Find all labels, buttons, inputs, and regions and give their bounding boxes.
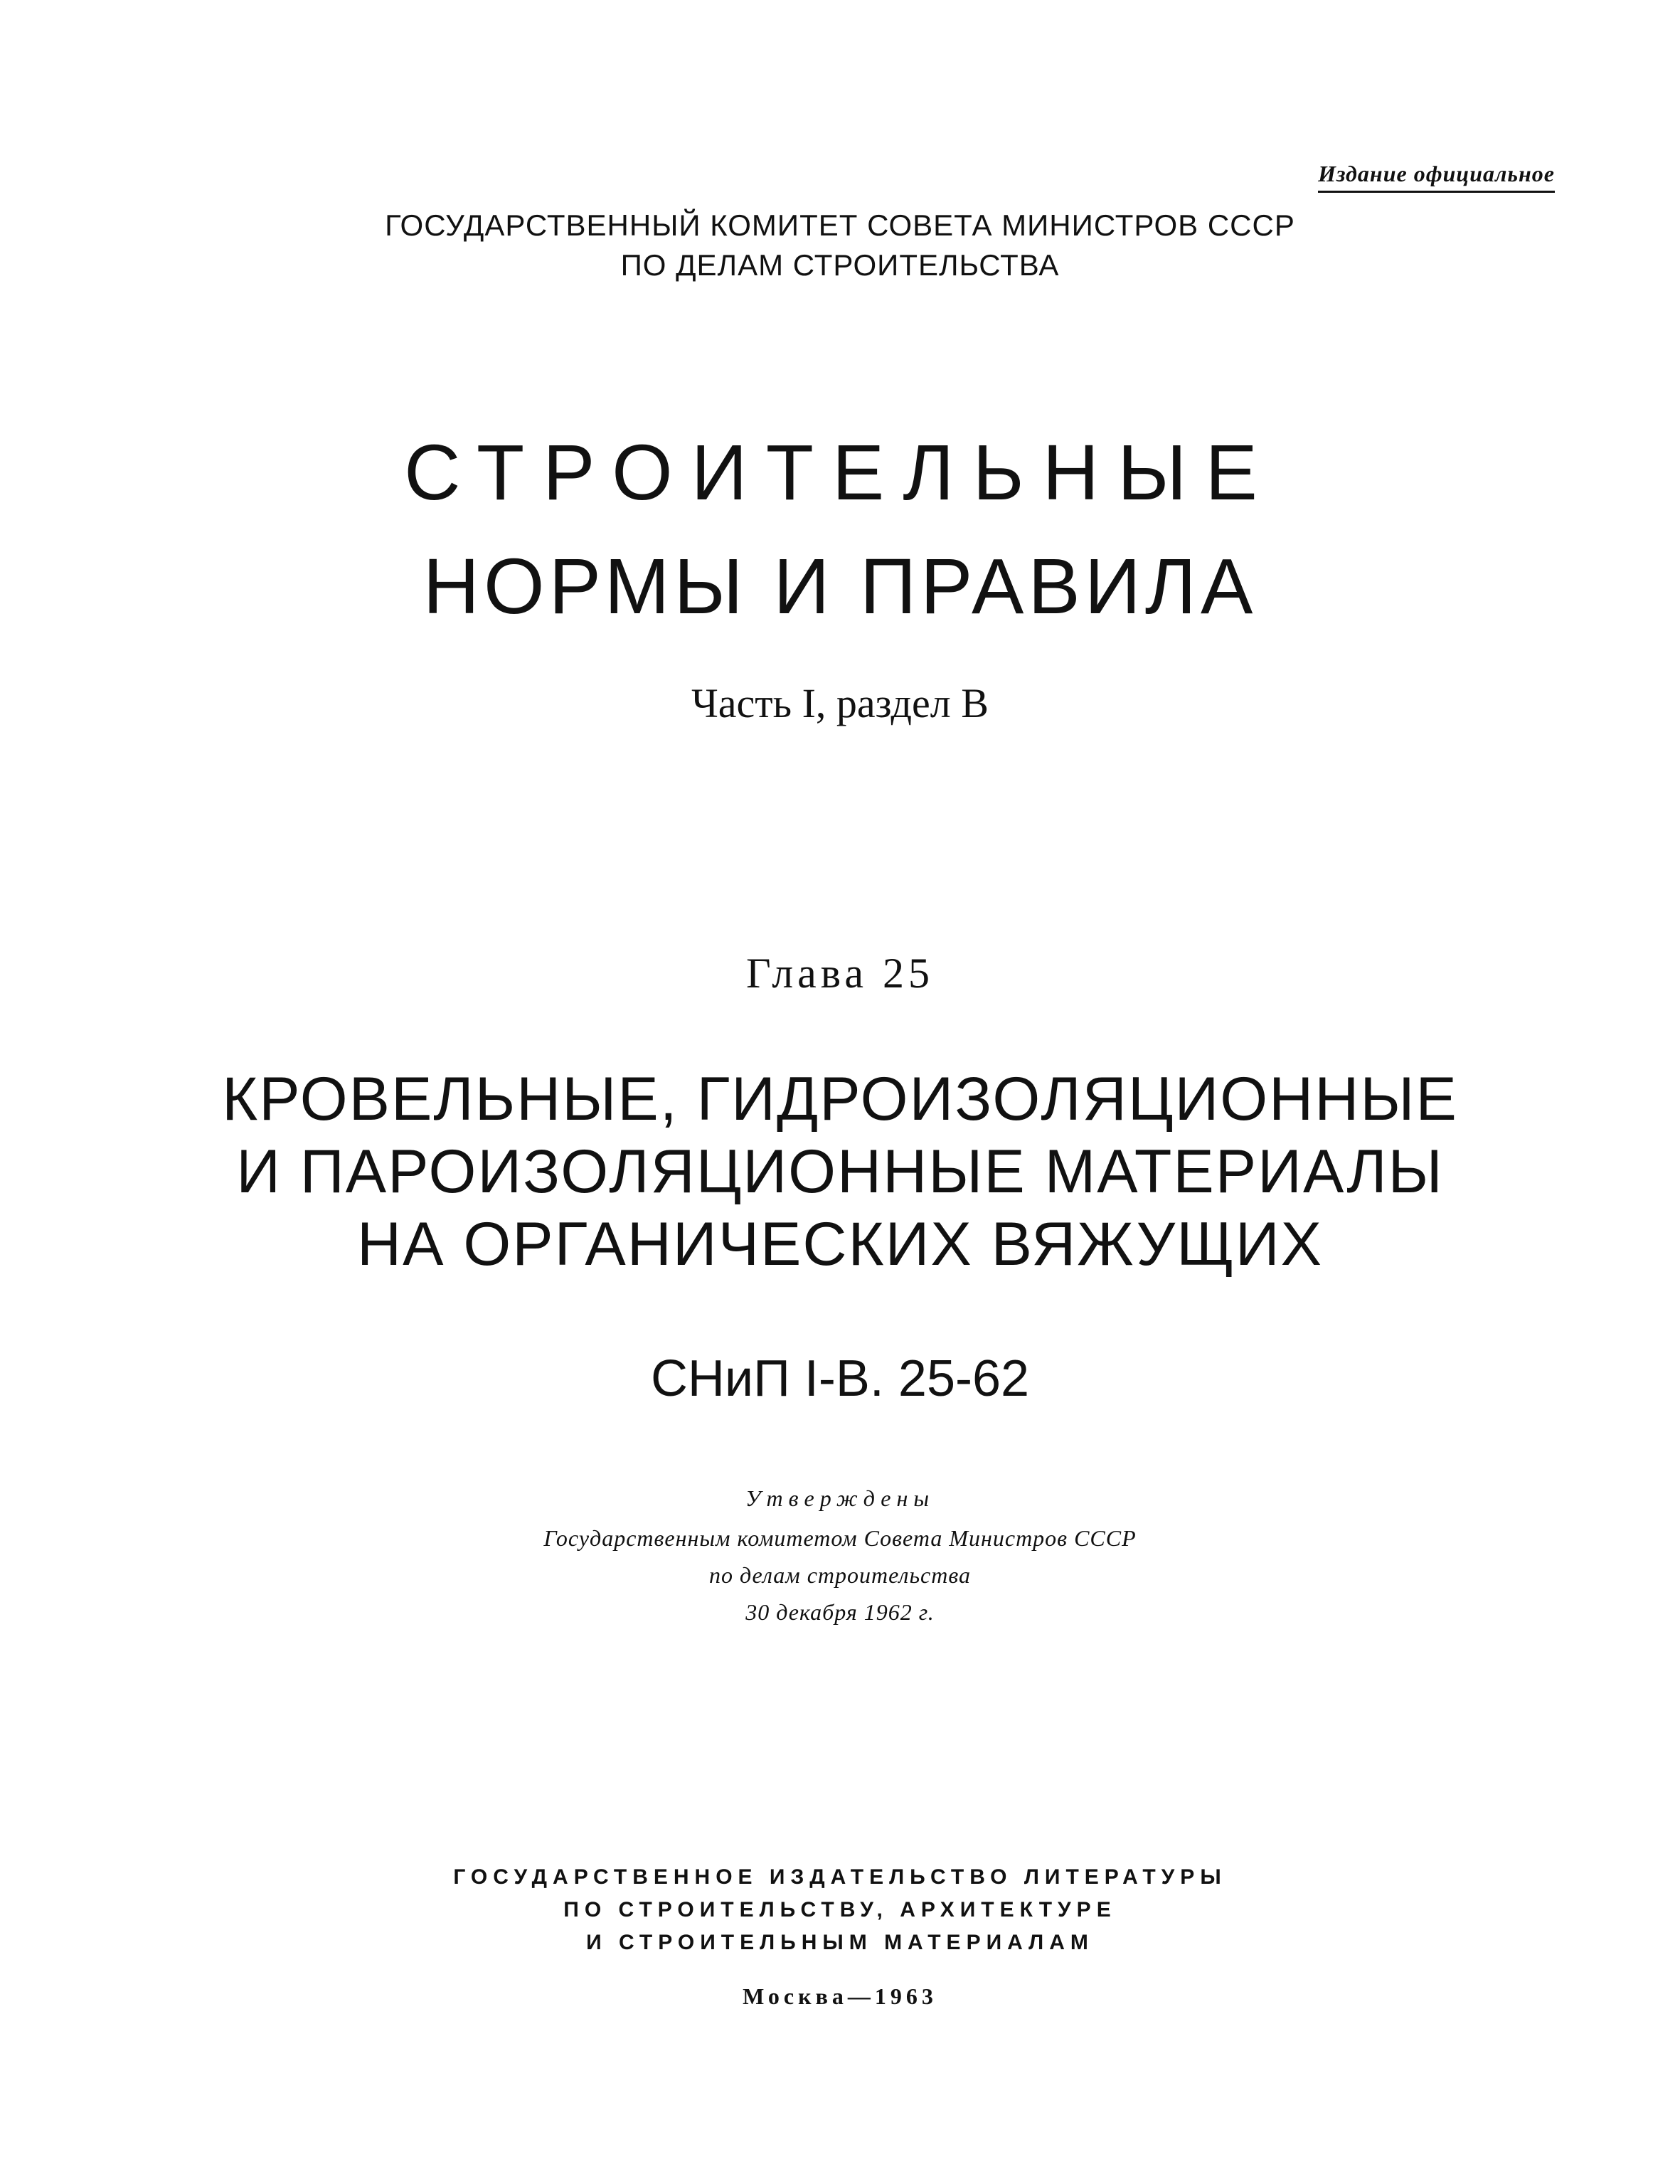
city-year: Москва—1963 bbox=[743, 1983, 937, 2009]
approval-line-3: 30 декабря 1962 г. bbox=[745, 1599, 935, 1625]
approval-line-2: по делам строительства bbox=[708, 1562, 972, 1588]
chapter-number: Глава 25 bbox=[746, 950, 934, 997]
approval-heading: Утверждены bbox=[745, 1485, 935, 1511]
main-title-line-1: СТРОИТЕЛЬНЫЕ bbox=[404, 429, 1276, 516]
part-section: Часть I, раздел В bbox=[691, 680, 989, 726]
committee-line-1: ГОСУДАРСТВЕННЫЙ КОМИТЕТ СОВЕТА МИНИСТРОВ СССР bbox=[385, 208, 1295, 242]
chapter-title-line-1: КРОВЕЛЬНЫЕ, ГИДРОИЗОЛЯЦИОННЫЕ bbox=[222, 1065, 1458, 1133]
committee-line-2: ПО ДЕЛАМ СТРОИТЕЛЬСТВА bbox=[620, 248, 1060, 282]
main-title-line-2: НОРМЫ И ПРАВИЛА bbox=[422, 543, 1258, 630]
publisher-line-1: ГОСУДАРСТВЕННОЕ ИЗДАТЕЛЬСТВО ЛИТЕРАТУРЫ bbox=[453, 1865, 1227, 1889]
edition-label: Издание официальное bbox=[1318, 162, 1555, 193]
publisher-line-2: ПО СТРОИТЕЛЬСТВУ, АРХИТЕКТУРЕ bbox=[563, 1898, 1117, 1921]
document-code: СНиП I-В. 25-62 bbox=[650, 1350, 1030, 1407]
publisher-line-3: И СТРОИТЕЛЬНЫМ МАТЕРИАЛАМ bbox=[586, 1931, 1094, 1954]
chapter-title-line-2: И ПАРОИЗОЛЯЦИОННЫЕ МАТЕРИАЛЫ bbox=[236, 1138, 1444, 1206]
approval-line-1: Государственным комитетом Совета Министров СССР bbox=[543, 1525, 1137, 1551]
chapter-title-line-3: НА ОРГАНИЧЕСКИХ ВЯЖУЩИХ bbox=[356, 1210, 1323, 1278]
